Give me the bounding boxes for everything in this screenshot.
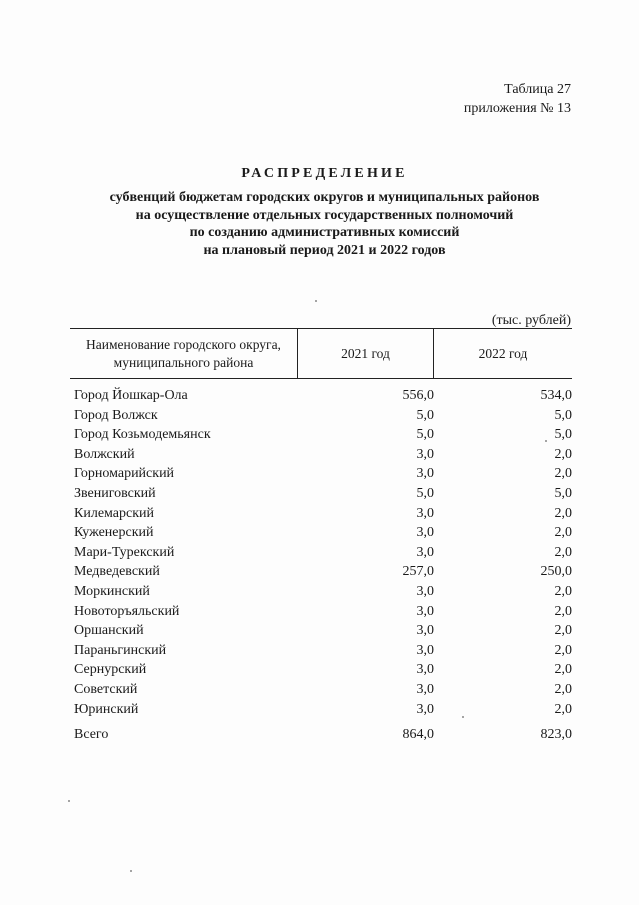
total-row [74, 725, 574, 745]
row-value-2021: 257,0 [402, 564, 434, 580]
row-value-2021: 3,0 [416, 446, 434, 462]
scan-speck [130, 870, 132, 872]
table-row [74, 641, 574, 661]
table-row [74, 464, 574, 484]
table-row [74, 504, 574, 524]
table-number: Таблица 27 [504, 82, 571, 97]
row-value-2022: 2,0 [554, 544, 572, 560]
table-row [74, 425, 574, 445]
row-value-2022: 2,0 [554, 701, 572, 717]
table-body [74, 386, 574, 719]
row-name: Килемарский [74, 505, 155, 521]
row-name: Город Козьмодемьянск [74, 427, 211, 443]
table-row [74, 602, 574, 622]
document-title [0, 166, 639, 259]
row-value-2021: 5,0 [416, 407, 434, 423]
header-year-2021: 2021 год [298, 329, 434, 378]
row-value-2022: 2,0 [554, 583, 572, 599]
total-value-2022: 823,0 [540, 727, 572, 742]
table-row [74, 660, 574, 680]
title-line-2: на осуществление отдельных государственных полномочий [135, 207, 514, 223]
row-name: Сернурский [74, 662, 147, 678]
row-value-2022: 2,0 [554, 505, 572, 521]
row-name: Моркинский [74, 583, 150, 599]
row-name: Волжский [74, 446, 135, 462]
row-value-2021: 3,0 [416, 466, 434, 482]
row-value-2022: 2,0 [554, 603, 572, 619]
row-name: Город Волжск [74, 407, 158, 423]
table-row [74, 445, 574, 465]
row-value-2022: 2,0 [554, 623, 572, 639]
row-value-2022: 2,0 [554, 525, 572, 541]
appendix-number: приложения № 13 [463, 101, 571, 116]
row-name: Медведевский [74, 564, 160, 580]
row-name: Куженерский [74, 525, 154, 541]
table-row [74, 621, 574, 641]
row-value-2022: 2,0 [554, 681, 572, 697]
title-line-4: на плановый период 2021 и 2022 годов [203, 242, 446, 258]
row-name: Новоторъяльский [74, 603, 180, 619]
title-line-3: по созданию административных комиссий [189, 225, 460, 240]
scan-speck [462, 716, 464, 718]
row-name: Оршанский [74, 623, 144, 639]
row-value-2022: 5,0 [554, 407, 572, 423]
row-value-2022: 5,0 [554, 427, 572, 443]
title-line-1: субвенций бюджетам городских округов и муниципальных районов [109, 190, 540, 205]
table-row [74, 543, 574, 563]
row-value-2021: 3,0 [416, 623, 434, 639]
table-row [74, 562, 574, 582]
scan-speck [68, 800, 70, 802]
row-value-2021: 556,0 [402, 388, 434, 403]
row-value-2021: 3,0 [416, 583, 434, 599]
row-name: Город Йошкар-Ола [74, 388, 188, 403]
table-row [74, 523, 574, 543]
row-name: Мари-Турекский [74, 544, 175, 560]
table-row [74, 582, 574, 602]
row-value-2021: 3,0 [416, 642, 434, 658]
table-row [74, 700, 574, 720]
row-name: Советский [74, 681, 138, 697]
header-year-2022: 2022 год [478, 345, 528, 361]
table-row [74, 484, 574, 504]
table-reference [464, 80, 571, 118]
row-value-2022: 5,0 [554, 485, 572, 501]
row-value-2021: 5,0 [416, 485, 434, 501]
total-label: Всего [74, 727, 109, 742]
table-row [74, 680, 574, 700]
scan-speck [545, 440, 547, 442]
row-name: Звениговский [74, 485, 156, 501]
row-name: Юринский [74, 701, 139, 717]
row-value-2022: 2,0 [554, 446, 572, 462]
units-label: (тыс. рублей) [491, 313, 571, 328]
table-row [74, 386, 574, 406]
row-value-2021: 3,0 [416, 701, 434, 717]
row-value-2021: 3,0 [416, 662, 434, 678]
scan-speck [315, 300, 317, 302]
row-value-2022: 250,0 [540, 564, 572, 580]
table-header [70, 328, 572, 379]
row-value-2021: 3,0 [416, 681, 434, 697]
row-value-2021: 3,0 [416, 603, 434, 619]
row-value-2022: 2,0 [554, 662, 572, 678]
table-row [74, 406, 574, 426]
row-value-2021: 3,0 [416, 505, 434, 521]
row-name: Параньгинский [74, 642, 167, 658]
title-heading: РАСПРЕДЕЛЕНИЕ [241, 166, 408, 181]
row-value-2021: 3,0 [416, 525, 434, 541]
row-value-2022: 2,0 [554, 466, 572, 482]
row-name: Горномарийский [74, 466, 175, 482]
total-value-2021: 864,0 [402, 727, 434, 742]
row-value-2022: 2,0 [554, 642, 572, 658]
row-value-2021: 5,0 [416, 427, 434, 443]
row-value-2021: 3,0 [416, 544, 434, 560]
row-value-2022: 534,0 [540, 388, 572, 403]
header-name: Наименование городского округа, муниципального района [70, 329, 298, 378]
